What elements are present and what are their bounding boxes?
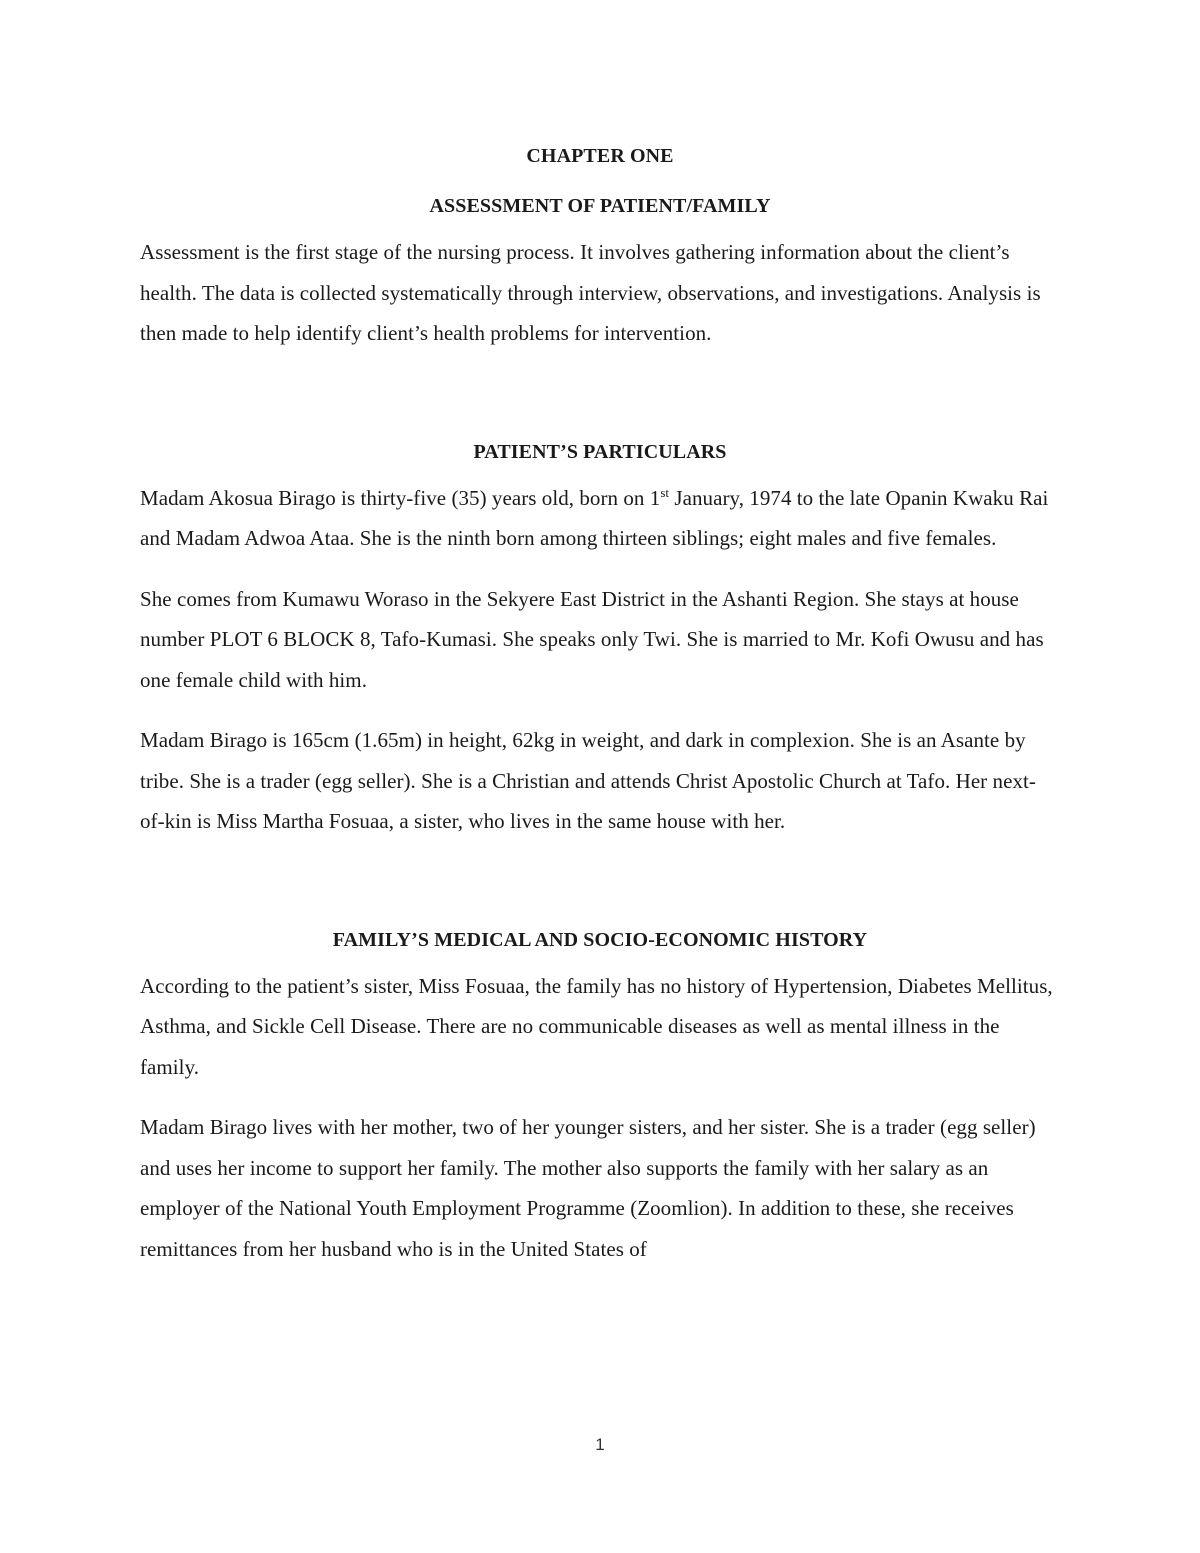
particulars-paragraph-1 xyxy=(140,478,1060,559)
page-content xyxy=(140,140,1060,1269)
particulars-paragraph-3: Madam Birago is 165cm (1.65m) in height, 62kg in weight, and dark in complexion. She is an Asante by tribe. She is a trader (egg seller). She is a Christian and attends Christ Apostolic Church at Tafo. Her next-of-kin is Miss Martha Fosuaa, a sister, who lives in the same house with her. xyxy=(140,728,1036,833)
particulars-p1-text-start: Madam Akosua Birago is thirty-five (35) years old, born on 1 xyxy=(140,485,661,510)
history-paragraph-1: According to the patient’s sister, Miss Fosuaa, the family has no history of Hypertension, Diabetes Mellitus, Asthma, and Sickle Cell Disease. There are no communicable diseases as well as mental illness in the family. xyxy=(140,973,1053,1079)
chapter-title: CHAPTER ONE xyxy=(526,145,674,167)
section-spacer xyxy=(140,354,1060,436)
particulars-p1-text-end: January, 1974 to the late Opanin Kwaku Rai and Madam Adwoa Ataa. She is the ninth born among thirteen siblings; eight males and five females. xyxy=(140,485,1049,550)
history-heading: FAMILY’S MEDICAL AND SOCIO-ECONOMIC HISTORY xyxy=(332,928,868,951)
particulars-paragraph-2: She comes from Kumawu Woraso in the Sekyere East District in the Ashanti Region. She stays at house number PLOT 6 BLOCK 8, Tafo-Kumasi. She speaks only Twi. She is married to Mr. Kofi Owusu and has one female child with him. xyxy=(140,586,1044,692)
assessment-paragraph: Assessment is the first stage of the nursing process. It involves gathering information about the client’s health. The data is collected systematically through interview, observations, and investigations. Analysis is then made to help identify client’s health problems for intervention. xyxy=(140,240,1041,345)
assessment-heading: ASSESSMENT OF PATIENT/FAMILY xyxy=(429,195,771,217)
section-spacer xyxy=(140,842,1060,924)
ordinal-superscript: st xyxy=(660,484,670,500)
page-number: 1 xyxy=(595,1435,605,1454)
particulars-heading: PATIENT’S PARTICULARS xyxy=(473,440,727,463)
history-paragraph-2: Madam Birago lives with her mother, two of her younger sisters, and her sister. She is a trader (egg seller) and uses her income to support her family. The mother also supports the family with her salary as an employer of the National Youth Employment Programme (Zoomlion). In addition to these, she receives remittances from her husband who is in the United States of xyxy=(140,1115,1036,1261)
